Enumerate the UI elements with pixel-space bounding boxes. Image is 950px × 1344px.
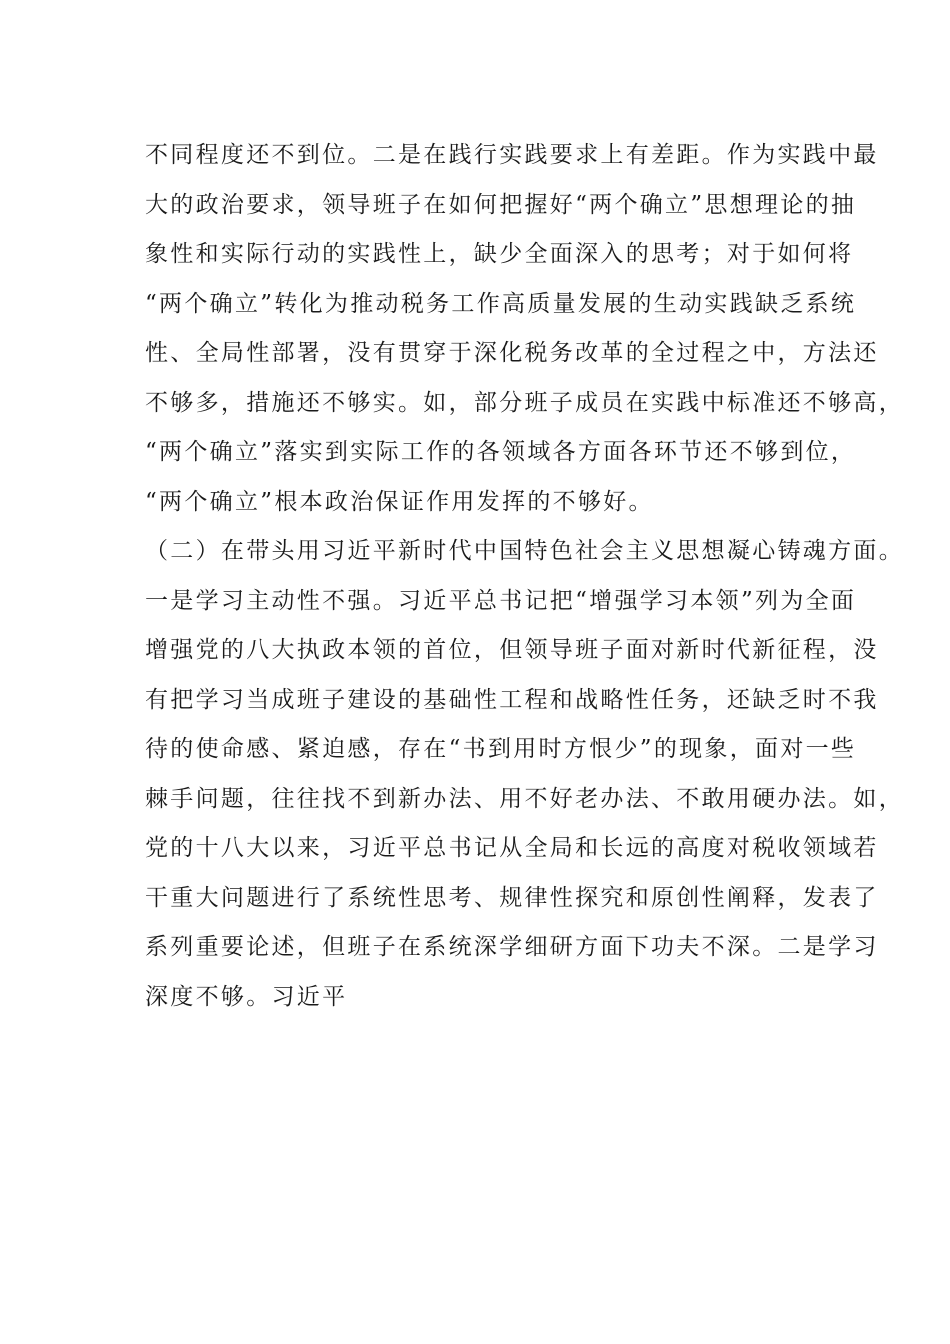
- text-line: 增强党的八大执政本领的首位，但领导班子面对新时代新征程，没: [145, 637, 879, 663]
- text-line: 一是学习主动性不强。习近平总书记把“增强学习本领”列为全面: [145, 587, 857, 614]
- text-line: 干重大问题进行了系统性思考、规律性探究和原创性阐释，发表了: [145, 884, 879, 911]
- text-line: 有把学习当成班子建设的基础性工程和战略性任务，还缺乏时不我: [145, 686, 879, 713]
- text-line: 系列重要论述，但班子在系统深学细研方面下功夫不深。二是学习: [145, 934, 879, 960]
- text-line: 党的十八大以来，习近平总书记从全局和长远的高度对税收领域若: [145, 835, 879, 861]
- text-line: 象性和实际行动的实践性上，缺少全面深入的思考；对于如何将: [145, 241, 854, 267]
- text-line: 棘手问题，往往找不到新办法、用不好老办法、不敢用硬办法。如，: [145, 785, 904, 812]
- text-line: 深度不够。习近平: [145, 983, 348, 1010]
- text-line: 性、全局性部署，没有贯穿于深化税务改革的全过程之中，方法还: [145, 340, 879, 366]
- text-line: “两个确立”转化为推动税务工作高质量发展的生动实践缺乏系统: [145, 290, 857, 317]
- text-line: 待的使命感、紧迫感，存在“书到用时方恨少”的现象，面对一些: [145, 736, 857, 762]
- text-line: 不够多，措施还不够实。如，部分班子成员在实践中标准还不够高，: [145, 389, 904, 416]
- text-line: 不同程度还不到位。二是在践行实践要求上有差距。作为实践中最: [145, 142, 879, 168]
- text-line: “两个确立”根本政治保证作用发挥的不够好。: [145, 488, 654, 515]
- text-line: “两个确立”落实到实际工作的各领域各方面各环节还不够到位，: [145, 439, 857, 465]
- text-line: 大的政治要求，领导班子在如何把握好“两个确立”思想理论的抽: [145, 191, 857, 218]
- section-heading: （二）在带头用习近平新时代中国特色社会主义思想凝心铸魂方面。: [145, 538, 904, 564]
- document-body: [0, 131, 950, 1022]
